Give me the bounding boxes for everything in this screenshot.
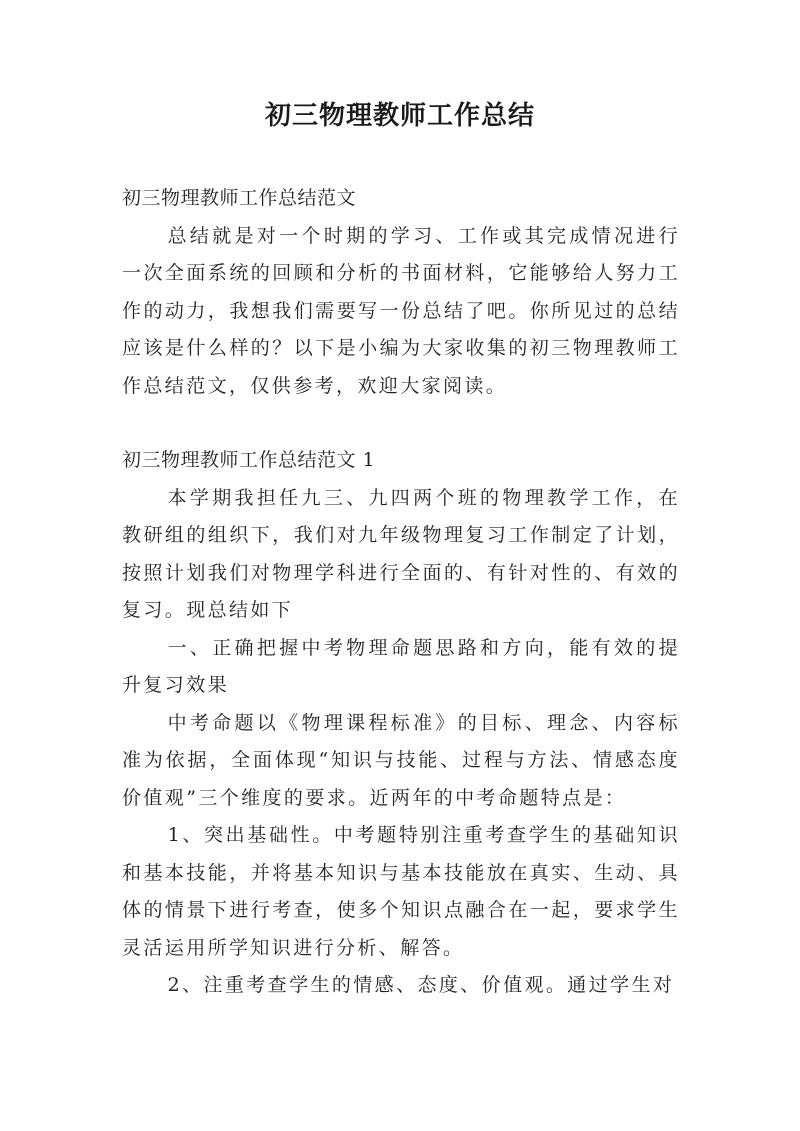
section1-paragraph: 本学期我担任九三、九四两个班的物理教学工作，在教研组的组织下，我们对九年级物理复习工作制定了计划，按照计划我们对物理学科进行全面的、有针对性的、有效的复习。现总结如下	[122, 486, 680, 621]
section1-list-item: 1、突出基础性。中考题特别注重考查学生的基础知识和基本技能，并将基本知识与基本技能放在真实、生动、具体的情景下进行考查，使多个知识点融合在一起，要求学生灵活运用所学知识进行分析、解答。	[122, 824, 680, 959]
document-body	[122, 180, 680, 1005]
intro-heading: 初三物理教师工作总结范文	[122, 187, 357, 209]
section1-list-item: 2、注重考查学生的情感、态度、价值观。通过学生对	[167, 974, 675, 996]
section1-subheading: 一、正确把握中考物理命题思路和方向，能有效的提升复习效果	[122, 636, 680, 696]
section-spacer	[122, 405, 680, 442]
section1-heading: 初三物理教师工作总结范文 1	[122, 449, 376, 471]
document-title: 初三物理教师工作总结	[264, 101, 535, 131]
intro-paragraph: 总结就是对一个时期的学习、工作或其完成情况进行一次全面系统的回顾和分析的书面材料，它能够给人努力工作的动力，我想我们需要写一份总结了吧。你所见过的总结应该是什么样的？以下是小编为大家收集的初三物理教师工作总结范文，仅供参考，欢迎大家阅读。	[122, 224, 680, 397]
section1-paragraph: 中考命题以《物理课程标准》的目标、理念、内容标准为依据，全面体现“知识与技能、过程与方法、情感态度价值观”三个维度的要求。近两年的中考命题特点是：	[122, 711, 680, 809]
